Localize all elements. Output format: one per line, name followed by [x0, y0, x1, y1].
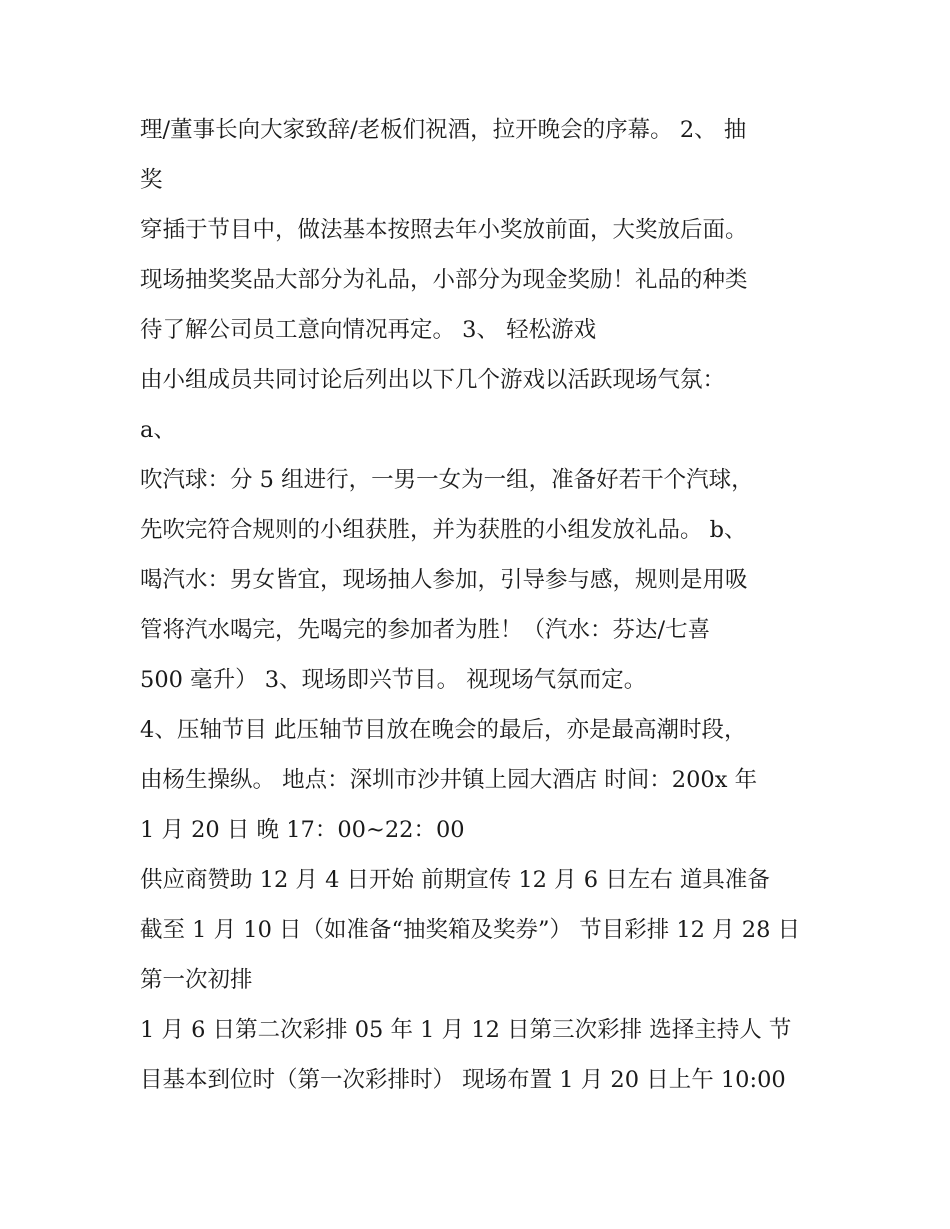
- text-line: a、: [140, 417, 176, 443]
- text-line: 理/董事长向大家致辞/老板们祝酒，拉开晚会的序幕。 2、 抽: [140, 117, 747, 143]
- text-line: 喝汽水：男女皆宜，现场抽人参加，引导参与感，规则是用吸: [140, 567, 748, 593]
- text-line: 现场抽奖奖品大部分为礼品，小部分为现金奖励！礼品的种类: [140, 267, 748, 293]
- text-line: 1 月 20 日 晚 17：00~22：00: [140, 817, 465, 843]
- text-line: 穿插于节目中，做法基本按照去年小奖放前面，大奖放后面。: [140, 217, 748, 243]
- text-line: 截至 1 月 10 日（如准备“抽奖箱及奖券”） 节目彩排 12 月 28 日: [140, 917, 801, 943]
- text-line: 目基本到位时（第一次彩排时） 现场布置 1 月 20 日上午 10:00: [140, 1067, 786, 1093]
- text-line: 先吹完符合规则的小组获胜，并为获胜的小组发放礼品。 b、: [140, 517, 747, 543]
- text-line: 奖: [140, 167, 163, 193]
- text-line: 管将汽水喝完，先喝完的参加者为胜！（汽水：芬达/七喜: [140, 617, 711, 643]
- text-line: 由杨生操纵。 地点：深圳市沙井镇上园大酒店 时间：200x 年: [140, 767, 758, 793]
- text-line: 待了解公司员工意向情况再定。 3、 轻松游戏: [140, 317, 597, 343]
- text-line: 吹汽球：分 5 组进行，一男一女为一组，准备好若干个汽球，: [140, 467, 754, 493]
- text-line: 4、压轴节目 此压轴节目放在晚会的最后，亦是最高潮时段，: [140, 717, 747, 743]
- text-line: 1 月 6 日第二次彩排 05 年 1 月 12 日第三次彩排 选择主持人 节: [140, 1017, 792, 1043]
- text-line: 供应商赞助 12 月 4 日开始 前期宣传 12 月 6 日左右 道具准备: [140, 867, 770, 893]
- text-line: 由小组成员共同讨论后列出以下几个游戏以活跃现场气氛：: [140, 367, 726, 393]
- text-line: 第一次初排: [140, 967, 253, 993]
- text-line: 500 毫升） 3、现场即兴节目。 视现场气氛而定。: [140, 667, 647, 693]
